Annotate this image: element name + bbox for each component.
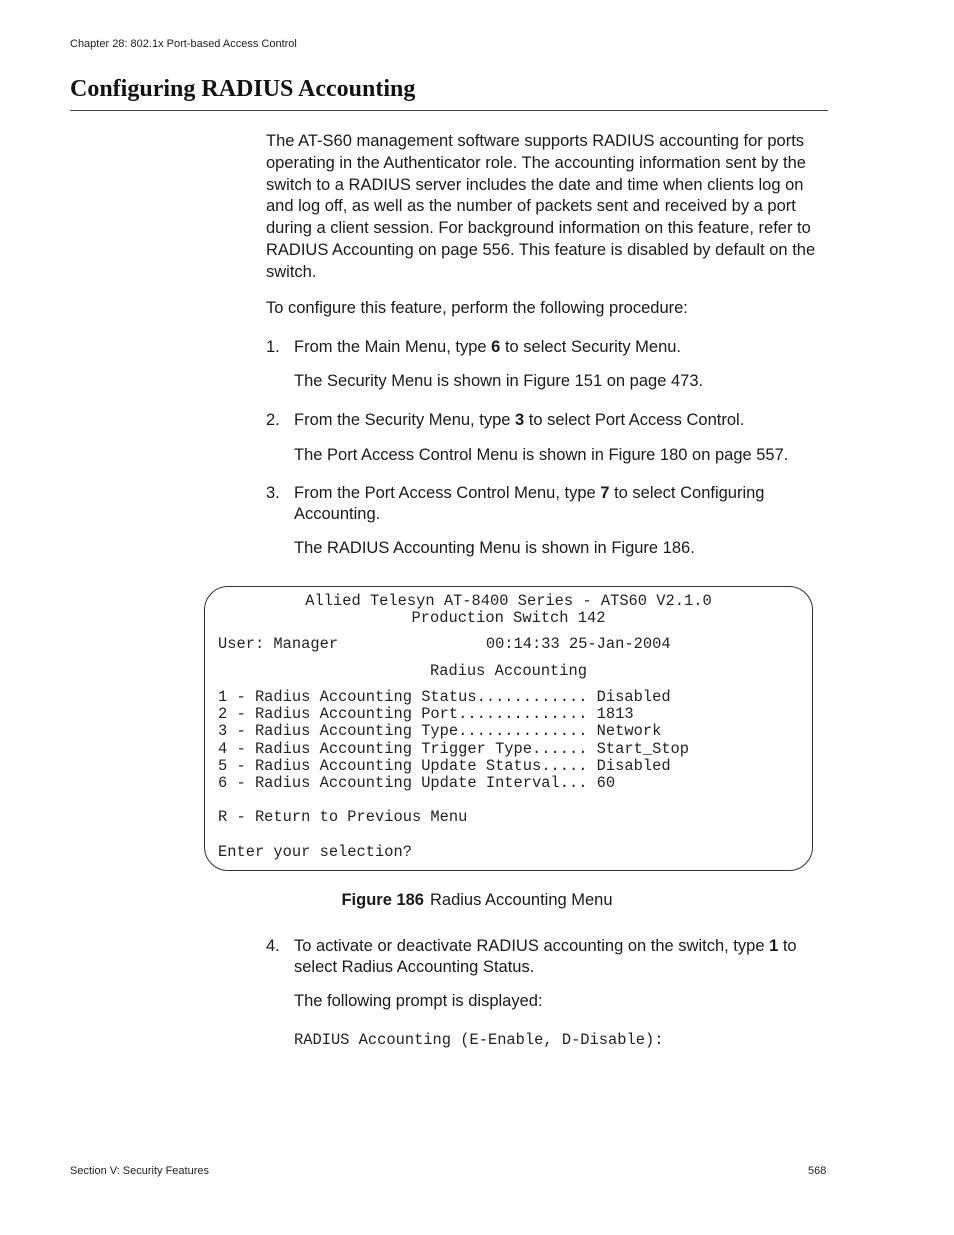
figure-caption-text: Radius Accounting Menu [430,891,613,909]
chapter-header: Chapter 28: 802.1x Port-based Access Control [70,38,297,50]
step-key: 6 [491,338,501,356]
terminal-menu-item: 4 - Radius Accounting Trigger Type...... Start_Stop [218,740,690,758]
step-4-note: The following prompt is displayed: [294,992,543,1010]
terminal-selection-prompt: Enter your selection? [218,843,412,861]
step-text: From the Port Access Control Menu, type 7 to select Configuring Accounting. [294,484,765,523]
step-key: 7 [600,484,610,502]
terminal-banner-line2: Production Switch 142 [411,609,606,627]
terminal-banner-line1: Allied Telesyn AT-8400 Series - ATS60 V2.1.0 [305,592,712,610]
step-key: 1 [769,937,779,955]
step-2-note: The Port Access Control Menu is shown in Figure 180 on page 557. [294,446,789,464]
footer-section: Section V: Security Features [70,1165,209,1177]
title-divider [70,110,828,111]
terminal-menu-title: Radius Accounting [429,662,587,680]
intro-paragraph: The AT-S60 management software supports RADIUS accounting for ports operating in the Authenticator role. The accounting information sent by the switch to a RADIUS server includes the date and time when clients log on and log off, as well as the number of packets sent and received by a port during a client session. For background information on this feature, refer to RADIUS Accounting on page 556. This feature is disabled by default on the switch. [266,132,816,281]
step-number: 1. [266,338,280,356]
terminal-user-line: User: Manager 00:14:33 25-Jan-2004 [218,635,671,653]
terminal-menu-item: 2 - Radius Accounting Port.............. 1813 [218,705,634,723]
section-title: Configuring RADIUS Accounting [70,76,416,102]
terminal-menu-item: 6 - Radius Accounting Update Interval... 60 [218,774,616,792]
step-key: 3 [515,411,525,429]
step-number: 3. [266,484,280,502]
terminal-menu-item: 1 - Radius Accounting Status............ Disabled [218,688,671,706]
step-1-note: The Security Menu is shown in Figure 151 on page 473. [294,372,704,390]
accounting-prompt: RADIUS Accounting (E-Enable, D-Disable): [294,1031,664,1049]
step-number: 4. [266,937,280,955]
step-number: 2. [266,411,280,429]
terminal-return-option: R - Return to Previous Menu [218,808,468,826]
terminal-menu-item: 5 - Radius Accounting Update Status..... Disabled [218,757,671,775]
figure-caption [0,891,954,910]
step-text: To activate or deactivate RADIUS accounting on the switch, type 1 to select Radius Accounting Status. [294,937,797,976]
step-text: From the Security Menu, type 3 to select Port Access Control. [294,411,745,429]
step-text: From the Main Menu, type 6 to select Security Menu. [294,338,682,356]
page-number: 568 [808,1165,827,1177]
figure-label: Figure 186 [341,891,424,909]
terminal-menu-item: 3 - Radius Accounting Type.............. Network [218,722,662,740]
procedure-lead: To configure this feature, perform the following procedure: [266,299,688,317]
step-3-note: The RADIUS Accounting Menu is shown in Figure 186. [294,539,695,557]
